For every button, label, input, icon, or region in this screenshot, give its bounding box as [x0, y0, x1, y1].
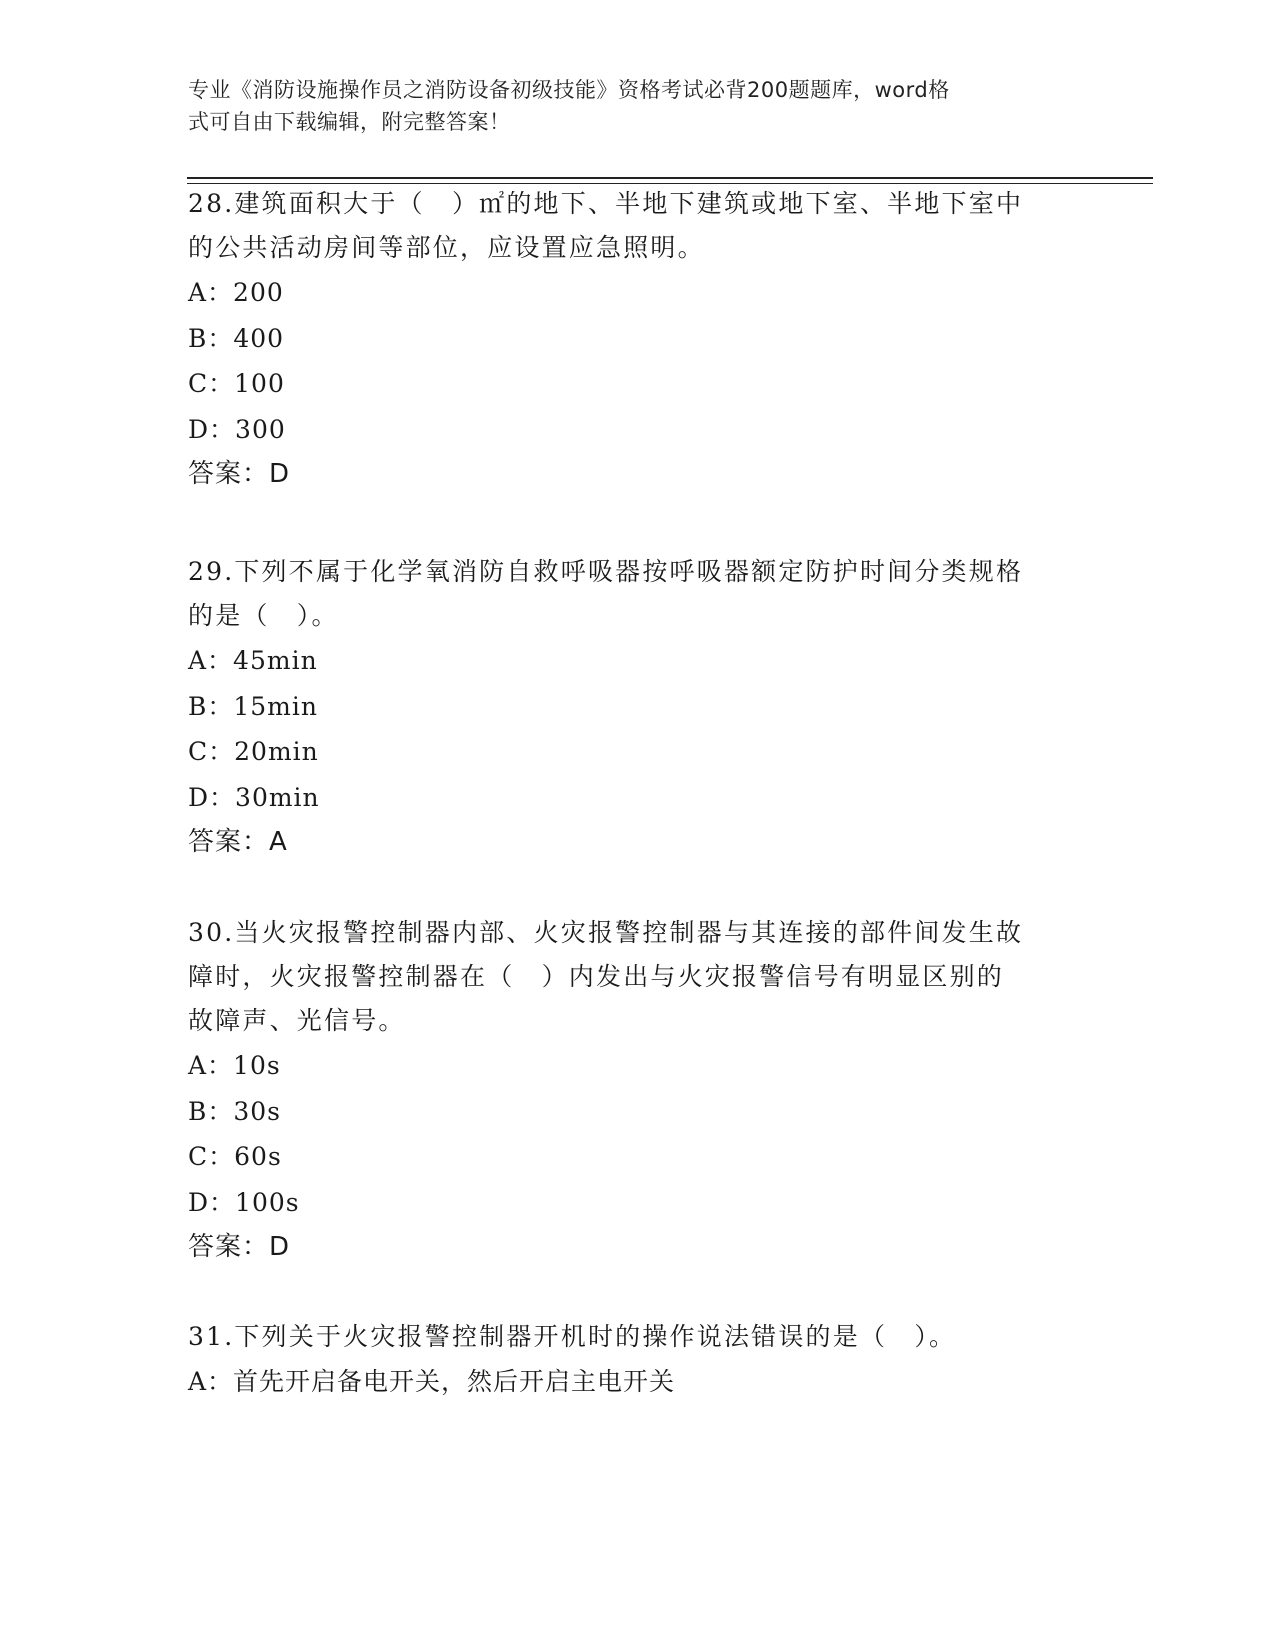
question-stem-line: 的公共活动房间等部位，应设置应急照明。: [188, 233, 705, 262]
answer-line: 答案：D: [188, 459, 291, 489]
option-d: D：100s: [188, 1187, 300, 1217]
question-stem-line: 29.下列不属于化学氧消防自救呼吸器按呼吸器额定防护时间分类规格: [188, 557, 1024, 586]
option-a: A：45min: [188, 646, 318, 675]
option-b: B：400: [188, 323, 285, 353]
document-header: [188, 74, 1068, 138]
header-line-2: 式可自由下载编辑，附完整答案！: [188, 110, 511, 134]
option-d: D：30min: [188, 782, 320, 812]
option-a: A：200: [188, 278, 284, 307]
question-28: [188, 182, 1088, 497]
question-31: [188, 1315, 1088, 1405]
option-c: C：100: [188, 369, 285, 398]
question-30: [188, 911, 1088, 1270]
question-stem-line: 31.下列关于火灾报警控制器开机时的操作说法错误的是（ ）。: [188, 1322, 957, 1351]
option-d: D：300: [188, 414, 286, 444]
answer-line: 答案：D: [188, 1232, 291, 1262]
header-divider-thick: [187, 177, 1153, 179]
question-29: [188, 550, 1088, 865]
option-c: C：60s: [188, 1142, 282, 1171]
option-c: C：20min: [188, 737, 319, 766]
header-line-1: 专业《消防设施操作员之消防设备初级技能》资格考试必背200题题库，word格: [188, 78, 950, 102]
answer-line: 答案：A: [188, 827, 288, 857]
option-a: A：10s: [188, 1051, 281, 1080]
question-stem-line: 故障声、光信号。: [188, 1006, 406, 1035]
question-stem-line: 28.建筑面积大于（ ）㎡的地下、半地下建筑或地下室、半地下室中: [188, 189, 1024, 218]
question-stem-line: 的是（ ）。: [188, 601, 339, 630]
option-b: B：30s: [188, 1096, 282, 1126]
question-stem-line: 30.当火灾报警控制器内部、火灾报警控制器与其连接的部件间发生故: [188, 918, 1024, 947]
option-a: A：首先开启备电开关，然后开启主电开关: [188, 1367, 676, 1396]
option-b: B：15min: [188, 691, 318, 721]
question-stem-line: 障时，火灾报警控制器在（ ）内发出与火灾报警信号有明显区别的: [188, 962, 1005, 991]
